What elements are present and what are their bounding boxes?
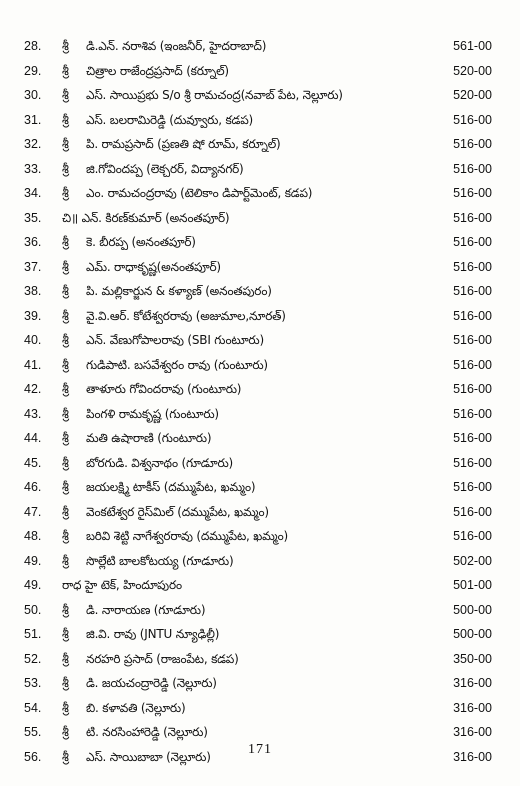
entry-name: జయలక్ష్మి టాకీస్ (దమ్ముపేట, ఖమ్మం) bbox=[86, 480, 256, 494]
entry-name: డి.ఎన్. నరాశివ (ఇంజనీర్, హైదరాబాద్) bbox=[86, 39, 267, 53]
entry-prefix: శ్రీ bbox=[62, 626, 69, 641]
entry-prefix: శ్రీ bbox=[62, 650, 69, 666]
entry-number: 54. bbox=[24, 700, 42, 715]
entry-prefix: శ్రీ bbox=[62, 136, 69, 151]
entry-amount: 350-00 bbox=[453, 651, 492, 666]
entry-prefix: శ్రీ bbox=[62, 307, 69, 323]
entry-prefix: శ్రీ bbox=[62, 258, 69, 274]
list-item bbox=[0, 206, 520, 231]
list-item bbox=[0, 59, 520, 84]
list-item bbox=[0, 353, 520, 378]
entry-name: మతి ఉషారాణి (గుంటూరు) bbox=[86, 431, 212, 445]
entry-number: 39. bbox=[24, 308, 42, 323]
list-item bbox=[0, 426, 520, 451]
entry-amount: 516-00 bbox=[453, 161, 492, 176]
list-item bbox=[0, 696, 520, 721]
entry-number: 43. bbox=[24, 406, 42, 421]
entry-name: ఎం. రామచంద్రరావు (టెలికాం డిపార్ట్‌మెంట్, కడప) bbox=[86, 186, 313, 200]
list-item bbox=[0, 304, 520, 329]
entry-prefix: శ్రీ bbox=[62, 356, 69, 372]
list-item bbox=[0, 524, 520, 549]
entry-name: ఎస్. సాయిప్రభు S/o శ్రీ రామచంద్ర(నవాబ్ పేట, నెల్లూరు) bbox=[86, 88, 343, 102]
entry-amount: 516-00 bbox=[453, 480, 492, 494]
entry-number: 52. bbox=[24, 651, 42, 666]
entry-name: డి. జయచంద్రారెడ్డి (నెల్లూరు) bbox=[86, 676, 217, 690]
entry-amount: 500-00 bbox=[453, 627, 492, 641]
entry-name: పి. రామప్రసాద్ (ప్రణతి షో రూమ్, కర్నూల్) bbox=[86, 137, 281, 151]
entry-number: 55. bbox=[24, 725, 42, 739]
entry-prefix: శ్రీ bbox=[62, 430, 69, 445]
entry-amount: 501-00 bbox=[453, 578, 492, 592]
entry-number: 42. bbox=[24, 382, 42, 396]
entry-number: 50. bbox=[24, 602, 42, 617]
entry-number: 30. bbox=[24, 88, 42, 102]
entry-name: బోరగుడి. విశ్వనాథం (గూడూరు) bbox=[86, 455, 234, 470]
list-item bbox=[0, 573, 520, 598]
entry-amount: 516-00 bbox=[453, 529, 492, 543]
list-item bbox=[0, 230, 520, 255]
entry-prefix: శ్రీ bbox=[62, 748, 69, 764]
entry-amount: 561-00 bbox=[453, 39, 492, 53]
entry-prefix: శ్రీ bbox=[62, 528, 69, 543]
list-item bbox=[0, 279, 520, 304]
entry-prefix: శ్రీ bbox=[62, 675, 69, 690]
entry-name: జి.వి. రావు (JNTU న్యూఢిల్లీ) bbox=[86, 627, 220, 641]
entry-name: పి. మల్లికార్జున & కళ్యాణ్ (అనంతపురం) bbox=[86, 284, 272, 298]
list-item bbox=[0, 328, 520, 353]
entry-amount: 516-00 bbox=[453, 406, 492, 421]
entry-amount: 316-00 bbox=[453, 700, 492, 715]
entry-name: తాళూరు గోవిందరావు (గుంటూరు) bbox=[86, 382, 242, 396]
list-item bbox=[0, 475, 520, 500]
entry-prefix: శ్రీ bbox=[62, 62, 69, 78]
list-item bbox=[0, 451, 520, 476]
list-item bbox=[0, 402, 520, 427]
entry-prefix: శ్రీ bbox=[62, 38, 69, 53]
entry-prefix: శ్రీ bbox=[62, 503, 69, 519]
entry-prefix: శ్రీ bbox=[62, 87, 69, 102]
entry-number: 32. bbox=[24, 137, 42, 151]
entry-prefix: శ్రీ bbox=[62, 111, 69, 127]
page-number: 171 bbox=[248, 742, 272, 757]
entry-amount: 502-00 bbox=[453, 553, 492, 568]
entry-number: 37. bbox=[24, 259, 42, 274]
list-item bbox=[0, 83, 520, 108]
entry-name: ఎమ్. రాధాకృష్ణ(అనంతపూర్) bbox=[86, 259, 221, 274]
entry-amount: 516-00 bbox=[453, 431, 492, 445]
entry-amount: 516-00 bbox=[453, 210, 492, 225]
entry-number: 40. bbox=[24, 333, 42, 347]
entry-amount: 316-00 bbox=[453, 676, 492, 690]
entry-prefix: శ్రీ bbox=[62, 332, 69, 347]
entry-prefix: శ్రీ bbox=[62, 160, 69, 176]
entry-number: 38. bbox=[24, 284, 42, 298]
list-item bbox=[0, 500, 520, 525]
entry-name: వై.వి.ఆర్. కోటేశ్వరరావు (అజుమాల,నూరత్) bbox=[86, 308, 286, 323]
entry-prefix: శ్రీ bbox=[62, 724, 69, 739]
entry-prefix: శ్రీ bbox=[62, 405, 69, 421]
entry-prefix: శ్రీ bbox=[62, 552, 69, 568]
entry-amount: 516-00 bbox=[453, 235, 492, 249]
entry-number: 41. bbox=[24, 357, 42, 372]
entry-amount: 516-00 bbox=[453, 455, 492, 470]
entry-number: 33. bbox=[24, 161, 42, 176]
entry-name: రాధ హై టెక్, హిందూపురం bbox=[62, 578, 182, 592]
entry-name: డి. నారాయణ (గూడూరు) bbox=[86, 602, 206, 617]
entry-amount: 520-00 bbox=[453, 88, 492, 102]
list-item bbox=[0, 671, 520, 696]
entry-number: 51. bbox=[24, 627, 42, 641]
entry-name: కె. బీరప్ప (అనంతపూర్) bbox=[86, 235, 196, 249]
list-item bbox=[0, 647, 520, 672]
entry-amount: 516-00 bbox=[453, 357, 492, 372]
entry-name: సొల్లేటి బాలకోటయ్య (గూడూరు) bbox=[86, 553, 234, 568]
list-item bbox=[0, 720, 520, 745]
list-item bbox=[0, 549, 520, 574]
entry-name: చిత్రాల రాజేంద్రప్రసాద్ (కర్నూల్) bbox=[86, 63, 229, 78]
entry-name: వెంకటేశ్వర రైస్‌మిల్ (దమ్ముపేట, ఖమ్మం) bbox=[86, 504, 269, 519]
entry-amount: 516-00 bbox=[453, 284, 492, 298]
entry-amount: 316-00 bbox=[453, 749, 492, 764]
list-item bbox=[0, 132, 520, 157]
list-item bbox=[0, 377, 520, 402]
list-item bbox=[0, 34, 520, 59]
entry-amount: 516-00 bbox=[453, 308, 492, 323]
entry-number: 29. bbox=[24, 63, 42, 78]
entry-name: ఎన్. వేణుగోపాలరావు (SBI గుంటూరు) bbox=[86, 333, 264, 347]
list-item bbox=[0, 622, 520, 647]
entry-number: 47. bbox=[24, 504, 42, 519]
entry-number: 46. bbox=[24, 480, 42, 494]
list-item bbox=[0, 598, 520, 623]
entry-amount: 516-00 bbox=[453, 112, 492, 127]
entry-name: చి॥ ఎన్. కిరణ్‌కుమార్ (అనంతపూర్) bbox=[62, 210, 230, 225]
entry-amount: 520-00 bbox=[453, 63, 492, 78]
list-item bbox=[0, 108, 520, 133]
entry-number: 35. bbox=[24, 210, 42, 225]
entry-prefix: శ్రీ bbox=[62, 283, 69, 298]
entry-name: టి. నరసింహారెడ్డి (నెల్లూరు) bbox=[86, 725, 208, 739]
donor-list bbox=[0, 34, 520, 769]
entry-name: ఎస్. బలరామిరెడ్డి (దువ్వూరు, కడప) bbox=[86, 112, 254, 127]
list-item bbox=[0, 255, 520, 280]
entry-name: ఎస్. సాయిబాబా (నెల్లూరు) bbox=[86, 749, 211, 764]
entry-name: గుడిపాటి. బసవేశ్వరం రావు (గుంటూరు) bbox=[86, 357, 268, 372]
entry-number: 49. bbox=[24, 578, 42, 592]
entry-number: 45. bbox=[24, 455, 42, 470]
entry-number: 56. bbox=[24, 749, 42, 764]
entry-number: 48. bbox=[24, 529, 42, 543]
list-item bbox=[0, 157, 520, 182]
entry-number: 49. bbox=[24, 553, 42, 568]
entry-number: 36. bbox=[24, 235, 42, 249]
entry-number: 53. bbox=[24, 676, 42, 690]
entry-name: బి. కళావతి (నెల్లూరు) bbox=[86, 700, 186, 715]
entry-prefix: శ్రీ bbox=[62, 185, 69, 200]
list-item bbox=[0, 181, 520, 206]
entry-prefix: శ్రీ bbox=[62, 699, 69, 715]
entry-amount: 516-00 bbox=[453, 259, 492, 274]
entry-number: 44. bbox=[24, 431, 42, 445]
entry-amount: 516-00 bbox=[453, 504, 492, 519]
entry-name: జి.గోవిందప్ప (లెక్చరర్, విద్యానగర్) bbox=[86, 161, 244, 176]
entry-prefix: శ్రీ bbox=[62, 454, 69, 470]
entry-prefix: శ్రీ bbox=[62, 234, 69, 249]
entry-prefix: శ్రీ bbox=[62, 479, 69, 494]
entry-amount: 316-00 bbox=[453, 725, 492, 739]
entry-amount: 516-00 bbox=[453, 382, 492, 396]
entry-prefix: శ్రీ bbox=[62, 601, 69, 617]
entry-amount: 516-00 bbox=[453, 333, 492, 347]
entry-number: 31. bbox=[24, 112, 42, 127]
entry-name: పింగళి రామకృష్ణ (గుంటూరు) bbox=[86, 406, 219, 421]
entry-amount: 516-00 bbox=[453, 186, 492, 200]
entry-name: బరివి శెట్టి నాగేశ్వరరావు (దమ్ముపేట, ఖమ్మం) bbox=[86, 529, 288, 543]
entry-number: 28. bbox=[24, 39, 42, 53]
entry-amount: 500-00 bbox=[453, 602, 492, 617]
entry-number: 34. bbox=[24, 186, 42, 200]
entry-prefix: శ్రీ bbox=[62, 381, 69, 396]
entry-amount: 516-00 bbox=[453, 137, 492, 151]
entry-name: నరహరి ప్రసాద్ (రాజంపేట, కడప) bbox=[86, 651, 239, 666]
